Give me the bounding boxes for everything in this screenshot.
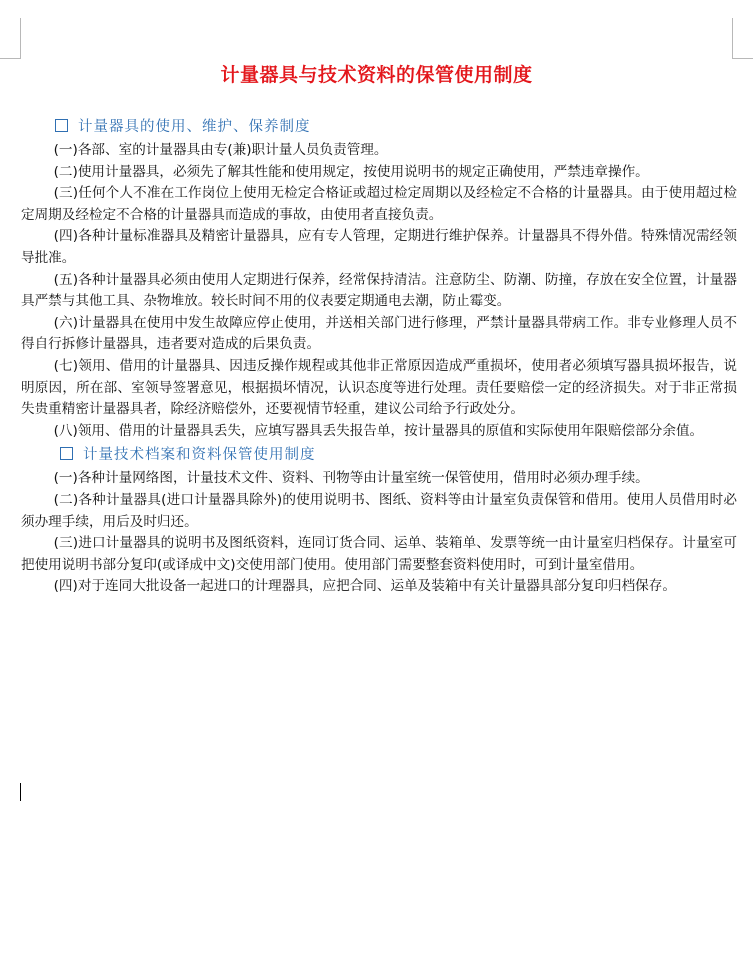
document-title: 计量器具与技术资料的保管使用制度	[220, 64, 533, 86]
section-heading-text: 计量器具的使用、维护、保养制度	[78, 119, 311, 135]
paragraph: (八)领用、借用的计量器具丢失，应填写器具丢失报告单，按计量器具的原值和实际使用年限赔偿部分余值。	[53, 422, 704, 439]
section-instrument-usage	[21, 114, 737, 442]
paragraph: (三)进口计量器具的说明书及图纸资料，连同订货合同、运单、装箱单、发票等统一由计量室归档保存。计量室可把使用说明书部分复印(或译成中文)交使用部门使用。使用部门需要整套资料使用时，可到计量室借用。	[21, 535, 737, 573]
paragraph: (五)各种计量器具必须由使用人定期进行保养，经常保持清洁。注意防尘、防潮、防撞，存放在安全位置，计量器具严禁与其他工具、杂物堆放。较长时间不用的仪表要定期通电去潮，防止霉变。	[21, 271, 737, 310]
page-corner-mark-top-left	[0, 18, 21, 59]
checkbox-square-icon	[60, 447, 73, 460]
section-heading-text: 计量技术档案和资料保管使用制度	[83, 447, 316, 464]
document-body	[21, 114, 737, 598]
paragraph: (三)任何个人不准在工作岗位上使用无检定合格证或超过检定周期以及经检定不合格的计量器具。由于使用超过检定周期及经检定不合格的计量器具而造成的事故，由使用者直接负责。	[21, 185, 737, 223]
paragraph: (二)各种计量器具(进口计量器具除外)的使用说明书、图纸、资料等由计量室负责保管和借用。使用人员借用时必须办理手续，用后及时归还。	[21, 491, 737, 530]
checkbox-square-icon	[55, 119, 68, 132]
section-heading-instrument-usage	[21, 114, 737, 140]
page-corner-mark-top-right	[732, 18, 753, 59]
paragraph: (二)使用计量器具，必须先了解其性能和使用规定，按使用说明书的规定正确使用，严禁违章操作。	[53, 163, 649, 180]
paragraph: (一)各部、室的计量器具由专(兼)职计量人员负责管理。	[53, 142, 388, 158]
section-archive-management	[21, 442, 737, 598]
paragraph: (一)各种计量网络图，计量技术文件、资料、刊物等由计量室统一保管使用，借用时必须办理手续。	[53, 470, 649, 487]
paragraph: (六)计量器具在使用中发生故障应停止使用，并送相关部门进行修理，严禁计量器具带病工作。非专业修理人员不得自行拆修计量器具，违者要对造成的后果负责。	[21, 314, 737, 353]
paragraph: (四)对于连同大批设备一起进口的计理器具，应把合同、运单及装箱中有关计量器具部分复印归档保存。	[53, 578, 676, 595]
section-heading-archive-management	[21, 442, 737, 468]
paragraph: (七)领用、借用的计量器具、因违反操作规程或其他非正常原因造成严重损坏，使用者必须填写器具损坏报告，说明原因，所在部、室领导签署意见，根据损坏情况，认识态度等进行处理。责任要赔偿一定的经济损失。对于非正常损失贵重精密计量器具者，除经济赔偿外，还要视情节轻重，建议公司给予行政处分。	[21, 357, 737, 418]
text-cursor[interactable]	[20, 783, 21, 801]
paragraph: (四)各种计量标准器具及精密计量器具，应有专人管理，定期进行维护保养。计量器具不得外借。特殊情况需经领导批准。	[21, 228, 737, 266]
